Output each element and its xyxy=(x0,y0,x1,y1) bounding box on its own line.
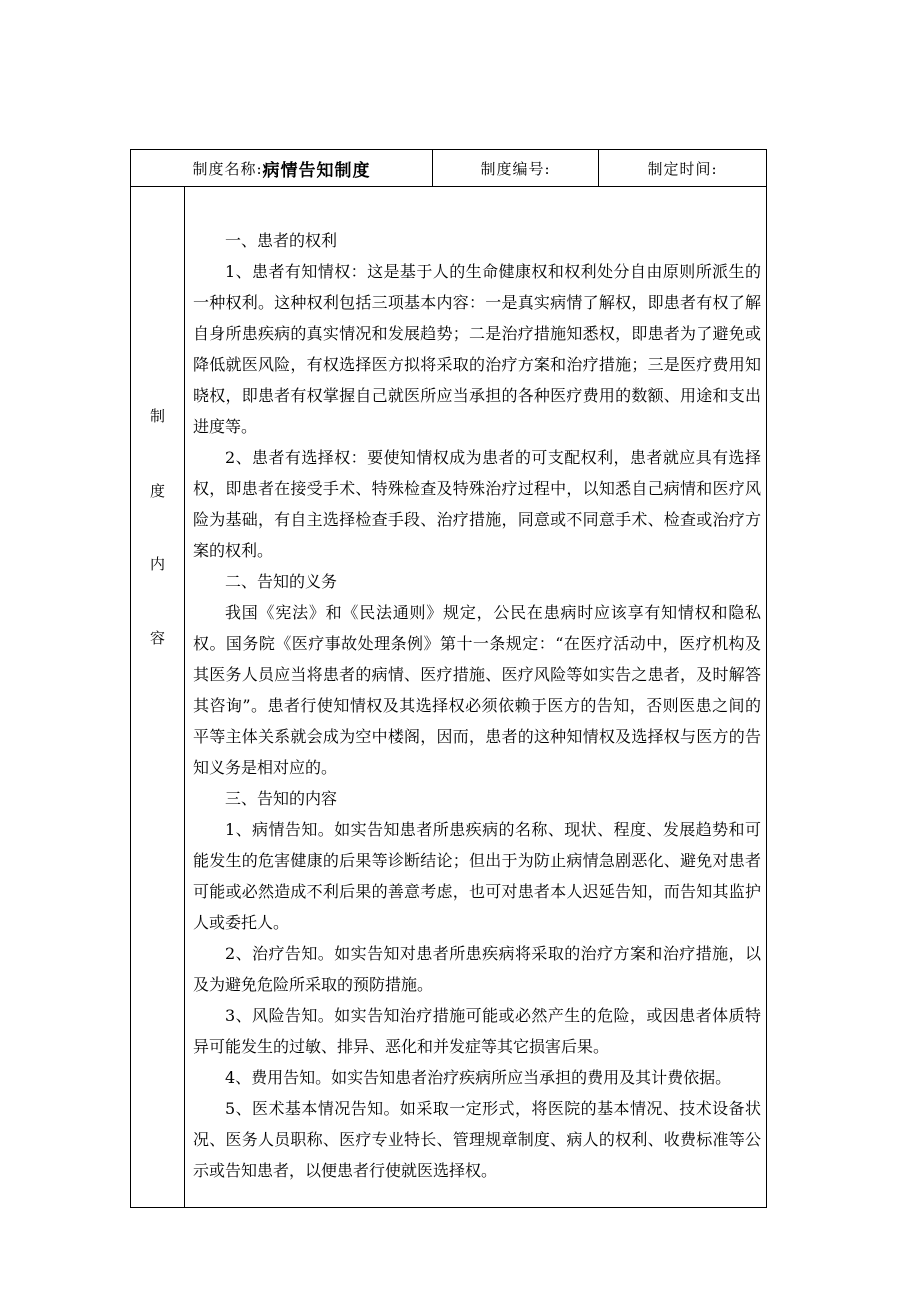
regulation-time-cell xyxy=(599,150,766,186)
regulation-time-label: 制定时间: xyxy=(647,159,718,178)
content-paragraph: 1、病情告知。如实告知患者所患疾病的名称、现状、程度、发展趋势和可能发生的危害健康的后果等诊断结论；但出于为防止病情急剧恶化、避免对患者可能或必然造成不利后果的善意考虑，也可对患者本人迟延告知，而告知其监护人或委托人。 xyxy=(193,820,761,932)
regulation-name-cell xyxy=(131,150,433,186)
table-header-row xyxy=(131,150,766,187)
regulation-table xyxy=(130,149,767,1208)
content-paragraph: 3、风险告知。如实告知治疗措施可能或必然产生的危险，或因患者体质特异可能发生的过敏、排异、恶化和并发症等其它损害后果。 xyxy=(193,1006,761,1056)
side-label-char: 容 xyxy=(149,629,165,647)
content-paragraph: 5、医术基本情况告知。如采取一定形式，将医院的基本情况、技术设备状况、医务人员职称、医疗专业特长、管理规章制度、病人的权利、收费标准等公示或告知患者，以便患者行使就医选择权。 xyxy=(193,1099,761,1180)
side-label-char: 度 xyxy=(149,482,165,500)
side-label-char: 内 xyxy=(149,555,165,573)
regulation-content xyxy=(185,187,766,1207)
regulation-number-cell xyxy=(433,150,599,186)
content-paragraph: 1、患者有知情权：这是基于人的生命健康权和权利处分自由原则所派生的一种权利。这种权利包括三项基本内容：一是真实病情了解权，即患者有权了解自身所患疾病的真实情况和发展趋势；二是治疗措施知悉权，即患者为了避免或降低就医风险，有权选择医方拟将采取的治疗方案和治疗措施；三是医疗费用知晓权，即患者有权掌握自己就医所应当承担的各种医疗费用的数额、用途和支出进度等。 xyxy=(193,262,761,436)
regulation-name-label: 制度名称: xyxy=(192,159,263,178)
content-paragraph: 我国《宪法》和《民法通则》规定，公民在患病时应该享有知情权和隐私权。国务院《医疗事故处理条例》第十一条规定：“在医疗活动中，医疗机构及其医务人员应当将患者的病情、医疗措施、医疗风险等如实告之患者，及时解答其咨询”。患者行使知情权及其选择权必须依赖于医方的告知，否则医患之间的平等主体关系就会成为空中楼阁，因而，患者的这种知情权及选择权与医方的告知义务是相对应的。 xyxy=(193,603,761,777)
section-heading: 三、告知的内容 xyxy=(225,789,338,808)
regulation-number-label: 制度编号: xyxy=(480,159,551,178)
content-paragraph: 2、治疗告知。如实告知对患者所患疾病将采取的治疗方案和治疗措施，以及为避免危险所采取的预防措施。 xyxy=(193,944,761,994)
section-heading: 二、告知的义务 xyxy=(225,572,338,591)
content-paragraph: 2、患者有选择权：要使知情权成为患者的可支配权利，患者就应具有选择权，即患者在接受手术、特殊检查及特殊治疗过程中，以知悉自己病情和医疗风险为基础，有自主选择检查手段、治疗措施，同意或不同意手术、检查或治疗方案的权利。 xyxy=(193,448,761,560)
content-paragraph: 4、费用告知。如实告知患者治疗疾病所应当承担的费用及其计费依据。 xyxy=(225,1068,732,1087)
section-heading: 一、患者的权利 xyxy=(225,231,338,250)
content-side-label xyxy=(131,187,185,1207)
side-label-char: 制 xyxy=(149,407,165,425)
regulation-name-value: 病情告知制度 xyxy=(262,160,371,181)
